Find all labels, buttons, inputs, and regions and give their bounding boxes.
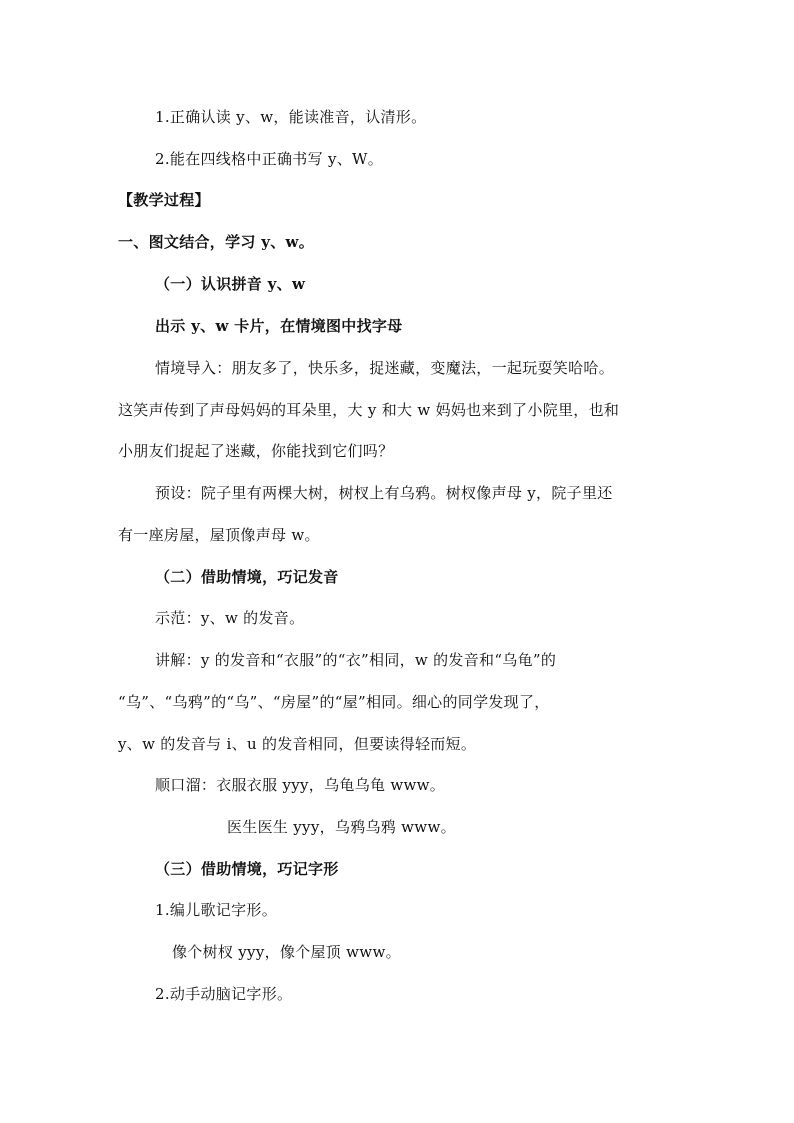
paragraph-line: y、w 的发音与 i、u 的发音相同，但要读得轻而短。	[118, 735, 477, 753]
paragraph-line: 讲解：y 的发音和“衣服”的“衣”相同，w 的发音和“乌龟”的	[155, 651, 557, 669]
activity-heading: 出示 y、w 卡片，在情境图中找字母	[155, 317, 403, 335]
rhyme-line: 医生医生 yyy，乌鸦乌鸦 www。	[227, 818, 456, 836]
paragraph-line: 示范：y、w 的发音。	[155, 609, 305, 627]
subheading-one: （一）认识拼音 y、w	[155, 275, 306, 293]
heading-part-one: 一、图文结合，学习 y、w。	[118, 233, 315, 251]
rhyme-line: 顺口溜：衣服衣服 yyy，乌龟乌龟 www。	[155, 776, 446, 794]
objective-line-2: 2.能在四线格中正确书写 y、W。	[155, 150, 384, 168]
paragraph-line: 情境导入：朋友多了，快乐多，捉迷藏，变魔法，一起玩耍笑哈哈。	[155, 359, 615, 377]
subheading-three: （三）借助情境，巧记字形	[155, 860, 339, 878]
paragraph-line: 这笑声传到了声母妈妈的耳朵里，大 y 和大 w 妈妈也来到了小院里，也和	[118, 401, 620, 419]
paragraph-line: “乌”、“乌鸦”的“乌”、“房屋”的“屋”相同。细心的同学发现了，	[118, 693, 550, 711]
paragraph-line: 2.动手动脑记字形。	[155, 985, 293, 1003]
section-heading-teaching-process: 【教学过程】	[118, 191, 210, 209]
paragraph-line: 1.编儿歌记字形。	[155, 901, 278, 919]
paragraph-line: 预设：院子里有两棵大树，树杈上有乌鸦。树杈像声母 y，院子里还	[155, 484, 613, 502]
rhyme-line: 像个树杈 yyy，像个屋顶 www。	[172, 943, 401, 961]
paragraph-line: 小朋友们捉起了迷藏，你能找到它们吗？	[118, 442, 394, 460]
paragraph-line: 有一座房屋，屋顶像声母 w。	[118, 526, 320, 544]
subheading-two: （二）借助情境，巧记发音	[155, 568, 339, 586]
objective-line-1: 1.正确认读 y、w，能读准音，认清形。	[155, 108, 427, 126]
